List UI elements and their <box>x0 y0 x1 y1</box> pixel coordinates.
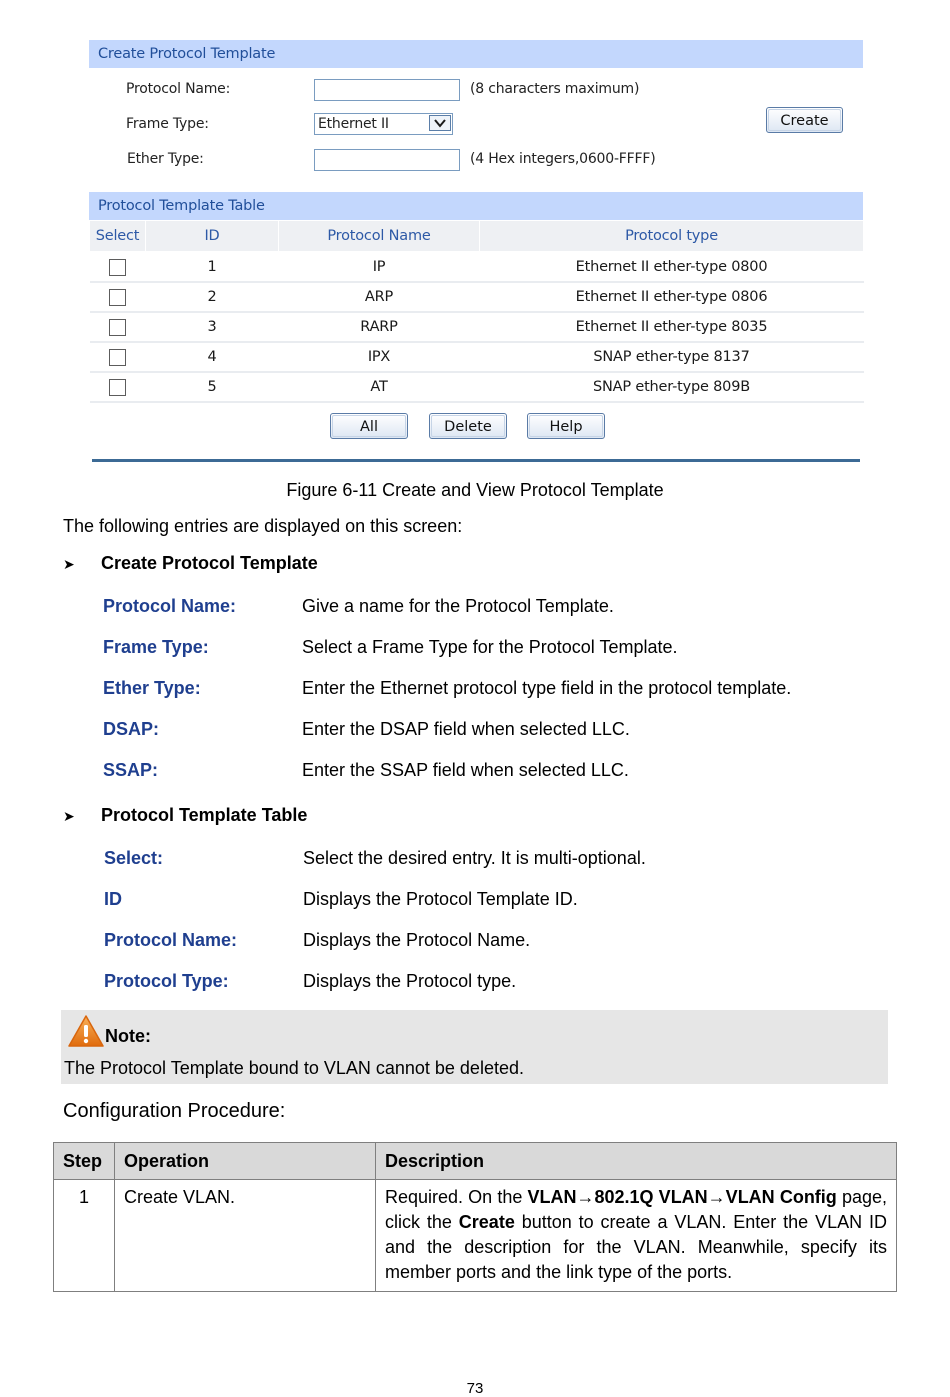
step-description: Required. On the VLAN→802.1Q VLAN→VLAN Config page, click the Create button to create a VLAN. Enter the VLAN ID and the description for the VLAN. Meanwhile, specify its member ports and the link type of the ports. <box>376 1180 897 1292</box>
note-title: Note: <box>105 1026 151 1046</box>
create-panel-header: Create Protocol Template <box>89 40 863 68</box>
row-protocol-type: Ethernet II ether-type 8035 <box>480 312 864 342</box>
def-protocol-name: Give a name for the Protocol Template. <box>302 596 614 616</box>
row-id: 3 <box>146 312 279 342</box>
note-text: The Protocol Template bound to VLAN cannot be deleted. <box>64 1058 524 1078</box>
frame-type-label: Frame Type: <box>126 116 209 132</box>
frame-type-select[interactable] <box>314 113 453 135</box>
ether-type-input[interactable] <box>314 149 460 171</box>
term-protocol-type: Protocol Type: <box>104 971 229 991</box>
row-checkbox[interactable] <box>109 349 126 366</box>
protocol-name-row <box>89 73 863 108</box>
step-operation: Create VLAN. <box>115 1180 376 1292</box>
row-protocol-name: ARP <box>279 282 480 312</box>
table-row <box>90 252 864 282</box>
protocol-name-input[interactable] <box>314 79 460 101</box>
term-select: Select: <box>104 848 164 868</box>
col-operation: Operation <box>115 1143 376 1180</box>
def-id: Displays the Protocol Template ID. <box>303 889 578 909</box>
col-select: Select <box>90 221 146 253</box>
col-protocol-name: Protocol Name <box>279 221 480 253</box>
ether-type-hint: (4 Hex integers,0600-FFFF) <box>470 151 656 167</box>
col-id: ID <box>146 221 279 253</box>
step-number: 1 <box>54 1180 115 1292</box>
term-protocol-name-2: Protocol Name: <box>104 930 238 950</box>
row-checkbox[interactable] <box>109 289 126 306</box>
procedure-header-row <box>54 1143 897 1180</box>
help-button[interactable]: Help <box>527 413 605 439</box>
ether-type-row <box>89 143 863 178</box>
table-actions <box>89 403 863 445</box>
table-panel-header: Protocol Template Table <box>89 192 863 220</box>
def-dsap: Enter the DSAP field when selected LLC. <box>302 719 630 739</box>
table-row <box>90 312 864 342</box>
procedure-table <box>53 1142 897 1292</box>
def-protocol-name-2: Displays the Protocol Name. <box>303 930 531 950</box>
protocol-template-table <box>89 220 864 403</box>
def-frame-type: Select a Frame Type for the Protocol Template. <box>302 637 678 657</box>
def-protocol-type: Displays the Protocol type. <box>303 971 517 991</box>
row-protocol-name: IP <box>279 252 480 282</box>
chevron-down-icon[interactable] <box>429 115 451 131</box>
table-header-row <box>90 221 864 253</box>
row-protocol-type: SNAP ether-type 8137 <box>480 342 864 372</box>
figure-caption: Figure 6-11 Create and View Protocol Template <box>286 480 664 500</box>
row-checkbox[interactable] <box>109 259 126 276</box>
term-frame-type: Frame Type: <box>103 637 209 657</box>
row-protocol-name: IPX <box>279 342 480 372</box>
intro-text: The following entries are displayed on this screen: <box>63 516 463 536</box>
section-heading-table: ➤ Protocol Template Table <box>63 805 308 825</box>
bullet-arrow-icon: ➤ <box>63 556 75 572</box>
delete-button[interactable]: Delete <box>429 413 507 439</box>
def-select: Select the desired entry. It is multi-optional. <box>303 848 646 868</box>
row-checkbox[interactable] <box>109 379 126 396</box>
procedure-row <box>54 1180 897 1292</box>
col-protocol-type: Protocol type <box>480 221 864 253</box>
term-ether-type: Ether Type: <box>103 678 201 698</box>
warning-icon <box>67 1014 105 1048</box>
term-ssap: SSAP: <box>103 760 159 780</box>
row-id: 1 <box>146 252 279 282</box>
row-protocol-name: AT <box>279 372 480 402</box>
frame-type-row <box>89 108 863 143</box>
row-id: 5 <box>146 372 279 402</box>
select-all-button[interactable]: All <box>330 413 408 439</box>
page-number: 73 <box>466 1380 484 1397</box>
table-row <box>90 342 864 372</box>
term-protocol-name: Protocol Name: <box>103 596 237 616</box>
row-id: 4 <box>146 342 279 372</box>
row-protocol-type: Ethernet II ether-type 0800 <box>480 252 864 282</box>
frame-type-value: Ethernet II <box>318 116 389 132</box>
table-row <box>90 372 864 402</box>
row-id: 2 <box>146 282 279 312</box>
col-step: Step <box>54 1143 115 1180</box>
row-protocol-type: SNAP ether-type 809B <box>480 372 864 402</box>
protocol-template-ui <box>89 40 863 445</box>
term-dsap: DSAP: <box>103 719 160 739</box>
row-checkbox[interactable] <box>109 319 126 336</box>
bullet-arrow-icon: ➤ <box>63 808 75 824</box>
def-ssap: Enter the SSAP field when selected LLC. <box>302 760 629 780</box>
row-protocol-type: Ethernet II ether-type 0806 <box>480 282 864 312</box>
figure-divider <box>92 459 860 462</box>
ether-type-label: Ether Type: <box>127 151 204 167</box>
procedure-title: Configuration Procedure: <box>63 1100 286 1122</box>
note-box <box>61 1010 888 1084</box>
col-description: Description <box>376 1143 897 1180</box>
table-row <box>90 282 864 312</box>
def-ether-type: Enter the Ethernet protocol type field in the protocol template. <box>302 678 792 698</box>
protocol-name-hint: (8 characters maximum) <box>470 81 640 97</box>
protocol-name-label: Protocol Name: <box>126 81 231 97</box>
section-heading-create: ➤ Create Protocol Template <box>63 553 318 573</box>
term-id: ID <box>104 889 122 909</box>
row-protocol-name: RARP <box>279 312 480 342</box>
create-button[interactable]: Create <box>766 107 843 133</box>
